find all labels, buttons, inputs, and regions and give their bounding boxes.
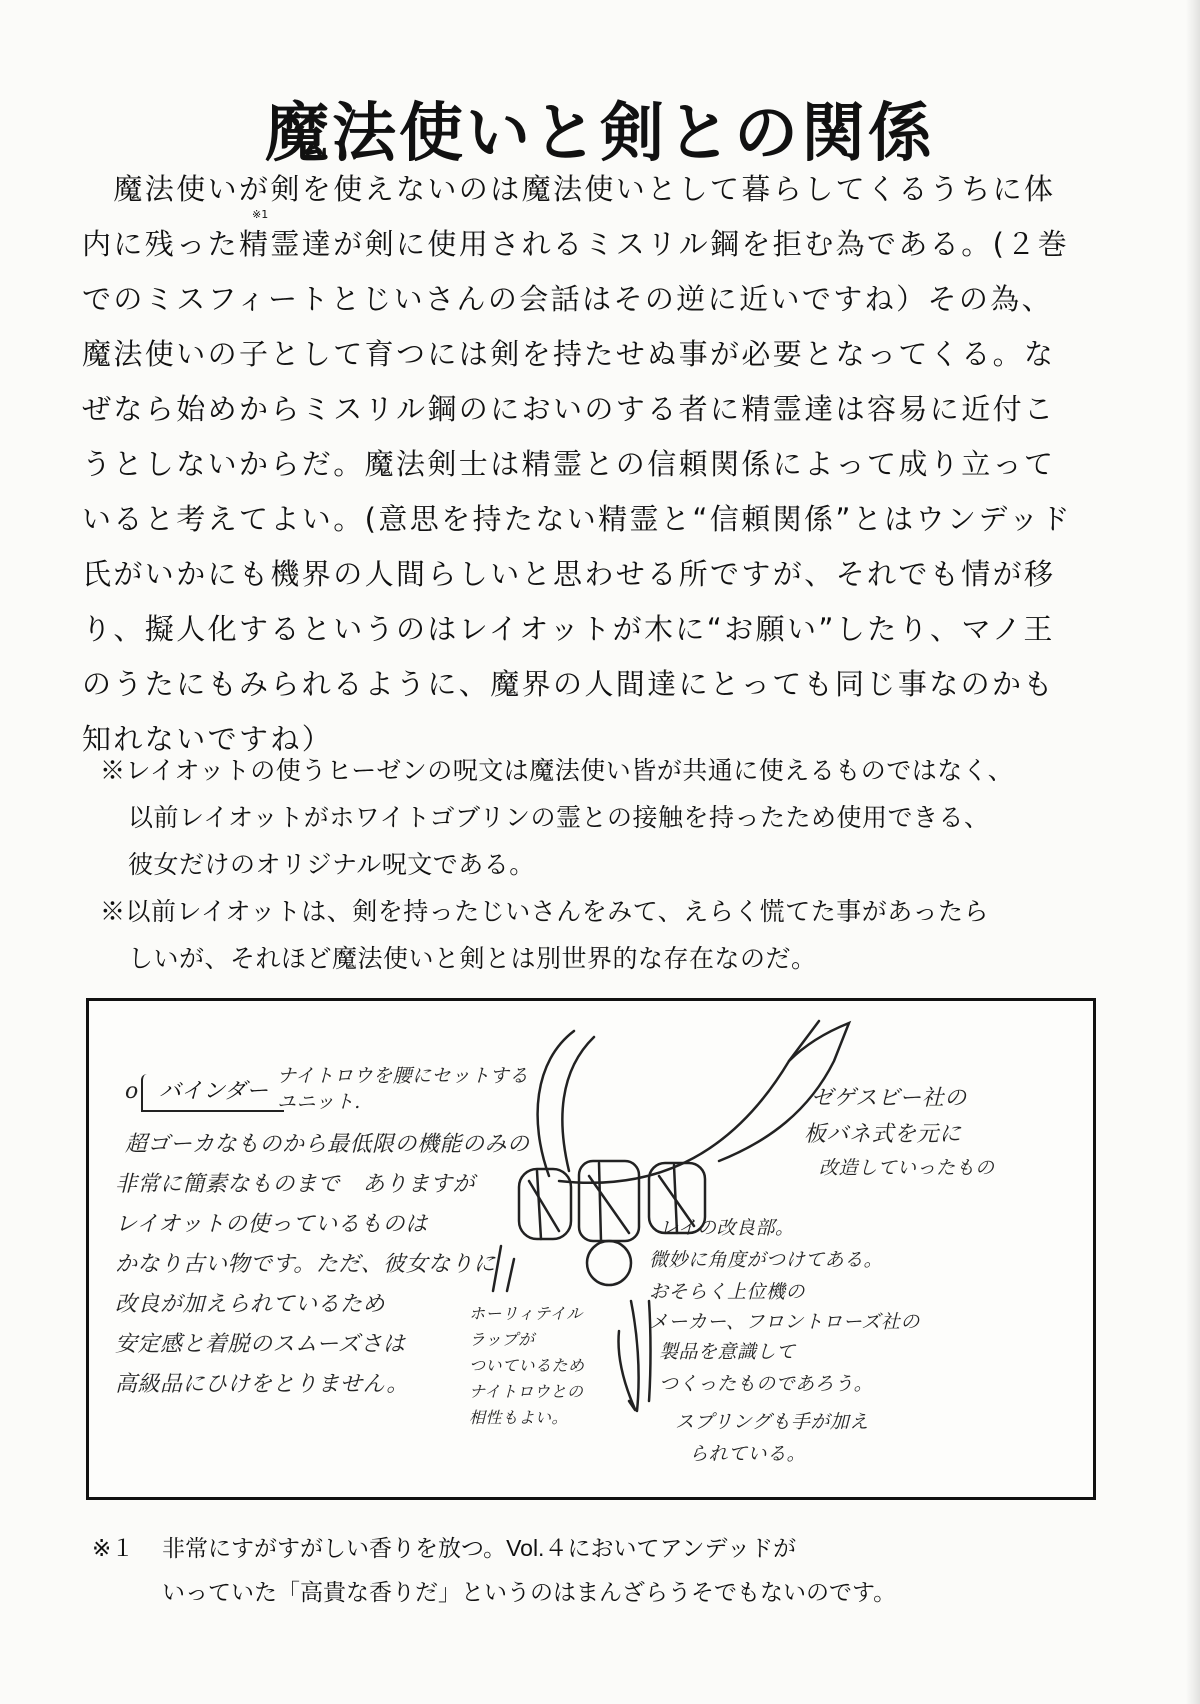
right-note-line: 製品を意識して — [659, 1341, 796, 1363]
right-note-line: おそらく上位機の — [649, 1281, 806, 1303]
top-note-line: ユニット. — [277, 1091, 361, 1113]
body-line: 魔法使いの子として育つには剣を持たせぬ事が必要となってくる。な — [82, 337, 1056, 371]
right-note-line: レイの改良部。 — [659, 1217, 795, 1239]
left-note-line: 超ゴーカなものから最低限の機能のみの — [125, 1132, 530, 1157]
hang-line-3 — [619, 1331, 636, 1410]
center-note-line: ナイトロウとの — [469, 1382, 584, 1401]
body-line: のうたにもみられるように、魔界の人間達にとっても同じ事なのかも — [82, 667, 1055, 701]
body-line: ぜなら始めからミスリル鋼のにおいのする者に精霊達は容易に近付こ — [82, 392, 1056, 426]
right-note-line: られている。 — [689, 1443, 807, 1465]
note-1-line: ※レイオットの使うヒーゼンの呪文は魔法使い皆が共通に使えるものではなく、 — [100, 757, 1014, 785]
left-note-line: 非常に簡素なものまで ありますが — [115, 1172, 476, 1197]
page-title: 魔法使いと剣との関係 — [265, 97, 935, 171]
clamp-center — [579, 1161, 639, 1241]
left-note-line: 高級品にひけをとりません。 — [115, 1372, 409, 1397]
footnote-mark: ※１ — [92, 1535, 135, 1561]
top-right-note-line: 板バネ式を元に — [804, 1122, 962, 1147]
binder-label: バインダー — [141, 1074, 284, 1112]
binder-prefix: o — [125, 1079, 139, 1104]
strap-inner-line — [562, 1037, 594, 1171]
center-note-line: ホーリィテイル — [469, 1304, 583, 1323]
binder-sketch-figure — [86, 998, 1096, 1500]
center-note-line: 相性もよい。 — [469, 1408, 569, 1427]
notes-section — [100, 748, 1120, 983]
top-right-note-line: 改造していったもの — [819, 1157, 995, 1179]
footnote-section — [92, 1526, 1122, 1614]
body-line-with-ruby — [82, 208, 1112, 272]
clamp-left — [519, 1169, 571, 1239]
body-line: うとしないからだ。魔法剣士は精霊との信頼関係によって成り立って — [82, 447, 1056, 481]
body-line-text: 内に残った精霊達が剣に使用されるミスリル鋼を拒む為である。(２巻 — [82, 227, 1070, 261]
center-note-line: ついているため — [469, 1356, 585, 1375]
footnote-ref-mark: ※1 — [252, 208, 269, 221]
top-note-line: ナイトロウを腰にセットする — [277, 1065, 529, 1087]
body-line: 知れないですね） — [82, 722, 334, 756]
footnote-text: 非常にすがすがしい香りを放つ。Vol.４においてアンデッドが — [162, 1535, 797, 1561]
note-1-line: 以前レイオットがホワイトゴブリンの霊との接触を持ったため使用できる、 — [128, 804, 990, 832]
top-right-note-line: ゼゲスビー社の — [811, 1086, 967, 1111]
page-edge-shadow — [1186, 0, 1200, 1704]
strap-right-line — [559, 1021, 819, 1183]
pointer-line — [507, 1259, 514, 1291]
right-note-line: つくったものであろう。 — [659, 1373, 874, 1395]
body-line: り、擬人化するというのはレイオットが木に“お願い”したり、マノ王 — [82, 612, 1055, 646]
right-note-line: メーカー、フロントローズ社の — [649, 1311, 920, 1333]
body-line: でのミスフィートとじいさんの会話はその逆に近いですね）その為、 — [82, 282, 1054, 316]
right-note-line: 微妙に角度がつけてある。 — [649, 1249, 884, 1271]
note-1-line: 彼女だけのオリジナル呪文である。 — [128, 851, 535, 879]
hang-line-1 — [631, 1301, 639, 1411]
note-2-line: しいが、それほど魔法使いと剣とは別世界的な存在なのだ。 — [128, 945, 817, 973]
left-note-line: 改良が加えられているため — [115, 1292, 386, 1317]
right-note-line: スプリングも手が加え — [675, 1411, 869, 1433]
strap-left-line — [538, 1031, 574, 1176]
footnote-line — [92, 1526, 1122, 1570]
center-note-line: ラップが — [469, 1330, 535, 1349]
note-2-line: ※以前レイオットは、剣を持ったじいさんをみて、えらく慌てた事があったら — [100, 898, 990, 926]
body-line: 氏がいかにも機界の人間らしいと思わせる所ですが、それでも情が移 — [82, 557, 1056, 591]
left-note-line: 安定感と着脱のスムーズさは — [115, 1332, 406, 1357]
body-line: いると考えてよい。(意思を持たない精霊と“信頼関係”とはウンデッド — [82, 502, 1072, 536]
clamp-knob — [587, 1241, 631, 1285]
footnote-line: いっていた「高貴な香りだ」というのはまんざらうそでもないのです。 — [162, 1579, 897, 1605]
body-line: 魔法使いが剣を使えないのは魔法使いとして暮らしてくるうちに体 — [82, 172, 1056, 206]
body-paragraph — [82, 162, 1112, 767]
left-note-line: レイオットの使っているものは — [115, 1212, 428, 1237]
left-note-line: かなり古い物です。ただ、彼女なりに — [115, 1252, 496, 1277]
